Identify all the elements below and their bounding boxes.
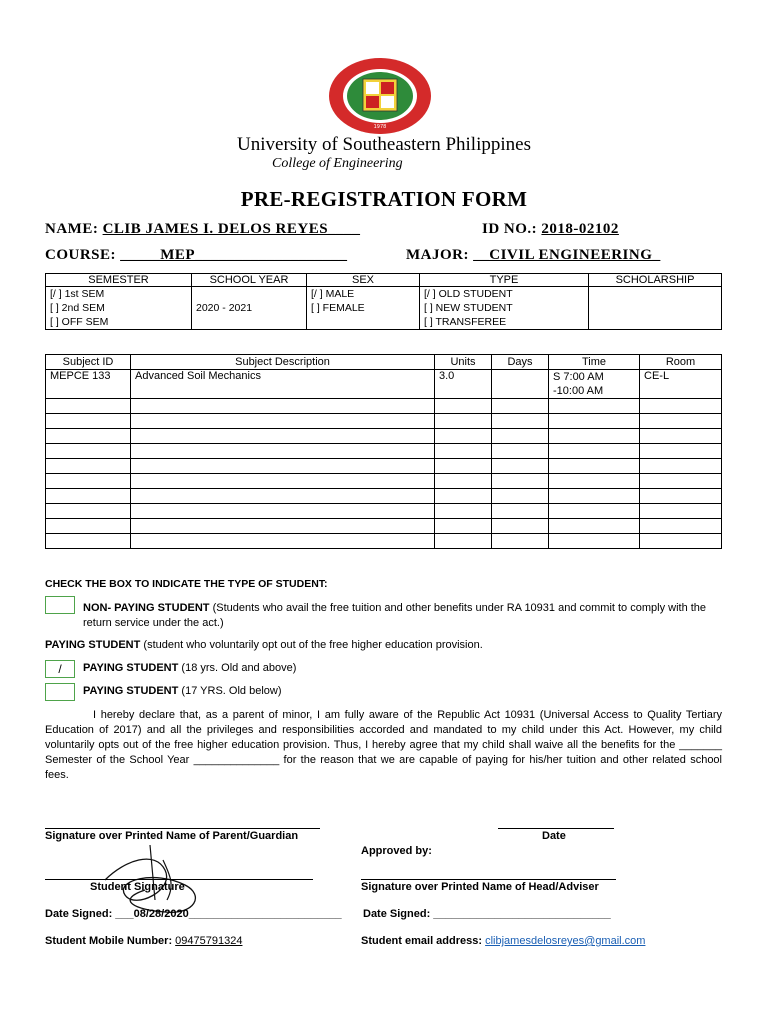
table-row — [46, 399, 722, 414]
date-line — [498, 828, 614, 829]
semester-cell — [46, 287, 192, 330]
paying-adult-label: PAYING STUDENT — [83, 662, 179, 674]
head-signature-line — [361, 879, 616, 880]
semester-option-2nd: [ ] 2nd SEM — [50, 302, 105, 314]
college-name: College of Engineering — [272, 156, 403, 171]
subject-desc-cell: Advanced Soil Mechanics — [131, 370, 435, 399]
table-row — [46, 489, 722, 504]
header-school-year: SCHOOL YEAR — [192, 274, 307, 287]
non-paying-row — [83, 601, 723, 631]
non-paying-label: NON- PAYING STUDENT — [83, 602, 210, 614]
form-title: PRE-REGISTRATION FORM — [240, 187, 528, 211]
subjects-table — [45, 354, 722, 549]
info-header-row — [46, 274, 722, 287]
svg-text:1978: 1978 — [373, 124, 387, 130]
type-option-new: [ ] NEW STUDENT — [424, 302, 513, 314]
paying-minor-label: PAYING STUDENT — [83, 685, 179, 697]
header-sex: SEX — [307, 274, 420, 287]
header-days: Days — [492, 355, 549, 370]
subjects-header-row — [46, 355, 722, 370]
time-cell: S 7:00 AM -10:00 AM — [549, 370, 640, 399]
header-subject-id: Subject ID — [46, 355, 131, 370]
date-label: Date — [542, 830, 566, 842]
student-signature-label: Student Signature — [90, 881, 185, 893]
school-year-cell: 2020 - 2021 — [192, 287, 307, 330]
table-row — [46, 504, 722, 519]
head-signature-label: Signature over Printed Name of Head/Adviser — [361, 881, 599, 893]
email-label: Student email address: — [361, 935, 483, 947]
table-row — [46, 474, 722, 489]
id-label: ID NO.: — [482, 221, 538, 237]
semester-option-1st: [/ ] 1st SEM — [50, 288, 105, 300]
table-row — [46, 519, 722, 534]
paying-adult-checkbox[interactable]: / — [45, 660, 75, 678]
non-paying-desc: (Students who avail the free tuition and other benefits under RA 10931 and commit to comply with the return service under the act.) — [83, 602, 707, 629]
sex-option-male: [/ ] MALE — [311, 288, 355, 300]
mobile-label: Student Mobile Number: — [45, 935, 173, 947]
paying-minor-desc: (17 YRS. Old below) — [181, 685, 282, 697]
sex-cell — [307, 287, 420, 330]
id-row — [482, 221, 619, 238]
paying-minor-checkbox[interactable] — [45, 683, 75, 701]
type-option-transferee: [ ] TRANSFEREE — [424, 316, 507, 328]
course-label: COURSE: — [45, 247, 117, 263]
mobile-row — [45, 935, 242, 947]
check-heading: CHECK THE BOX TO INDICATE THE TYPE OF STUDENT: — [45, 578, 328, 590]
paying-minor-row — [83, 685, 282, 697]
name-value: CLIB JAMES I. DELOS REYES____ — [102, 221, 361, 237]
scholarship-cell — [589, 287, 722, 330]
header-time: Time — [549, 355, 640, 370]
declaration-paragraph: I hereby declare that, as a parent of minor, I am fully aware of the Republic Act 10931 (Universal Access to Quality Tertiary Education of 2017) and all the privileges and responsibilities accorded and mandated to my child under this Act. However, my child voluntarily opts out of the free higher education provision. Thus, I hereby agree that my child shall waive all the benefits for the _______ Semester of the School Year ______________ for the reason that we are capable of paying for his/her tuition and other related school fees. — [45, 709, 722, 781]
table-row — [46, 534, 722, 549]
date-signed-head: Date Signed: _____________________________ — [363, 908, 611, 920]
university-seal-logo — [328, 57, 432, 135]
type-option-old: [/ ] OLD STUDENT — [424, 288, 513, 300]
table-row — [46, 414, 722, 429]
units-cell: 3.0 — [435, 370, 492, 399]
sex-option-female: [ ] FEMALE — [311, 302, 365, 314]
major-label: MAJOR: — [406, 247, 469, 263]
table-row — [46, 444, 722, 459]
name-label: NAME: — [45, 221, 99, 237]
paying-row — [45, 639, 483, 651]
parent-signature-line — [45, 828, 320, 829]
name-row — [45, 221, 360, 238]
days-cell — [492, 370, 549, 399]
subject-id-cell: MEPCE 133 — [46, 370, 131, 399]
email-link[interactable]: clibjamesdelosreyes@gmail.com — [485, 935, 646, 947]
parent-signature-label: Signature over Printed Name of Parent/Guardian — [45, 830, 299, 842]
paying-adult-row — [83, 662, 296, 674]
non-paying-checkbox[interactable] — [45, 596, 75, 614]
id-value: 2018-02102 — [541, 221, 619, 237]
header-units: Units — [435, 355, 492, 370]
table-row — [46, 429, 722, 444]
info-value-row — [46, 287, 722, 330]
major-value: __CIVIL ENGINEERING_ — [473, 247, 661, 263]
university-name: University of Southeastern Philippines — [237, 134, 531, 155]
header-type: TYPE — [420, 274, 589, 287]
semester-option-off: [ ] OFF SEM — [50, 316, 109, 328]
approved-by-label: Approved by: — [361, 845, 432, 857]
enrollment-info-table — [45, 273, 722, 330]
paying-label: PAYING STUDENT — [45, 639, 141, 651]
header-semester: SEMESTER — [46, 274, 192, 287]
header-scholarship: SCHOLARSHIP — [589, 274, 722, 287]
paying-desc: (student who voluntarily opt out of the free higher education provision. — [143, 639, 483, 651]
email-row — [361, 935, 645, 947]
type-cell — [420, 287, 589, 330]
paying-adult-desc: (18 yrs. Old and above) — [181, 662, 297, 674]
major-row — [406, 247, 660, 264]
table-row — [46, 370, 722, 399]
course-row — [45, 247, 347, 264]
room-cell: CE-L — [640, 370, 722, 399]
mobile-value: 09475791324 — [175, 935, 243, 947]
header-subject-description: Subject Description — [131, 355, 435, 370]
header-room: Room — [640, 355, 722, 370]
table-row — [46, 459, 722, 474]
date-signed-student: Date Signed: ___08/28/2020_________________________ — [45, 908, 342, 920]
course-value: _____MEP___________________ — [120, 247, 348, 263]
student-signature-line — [45, 879, 313, 880]
